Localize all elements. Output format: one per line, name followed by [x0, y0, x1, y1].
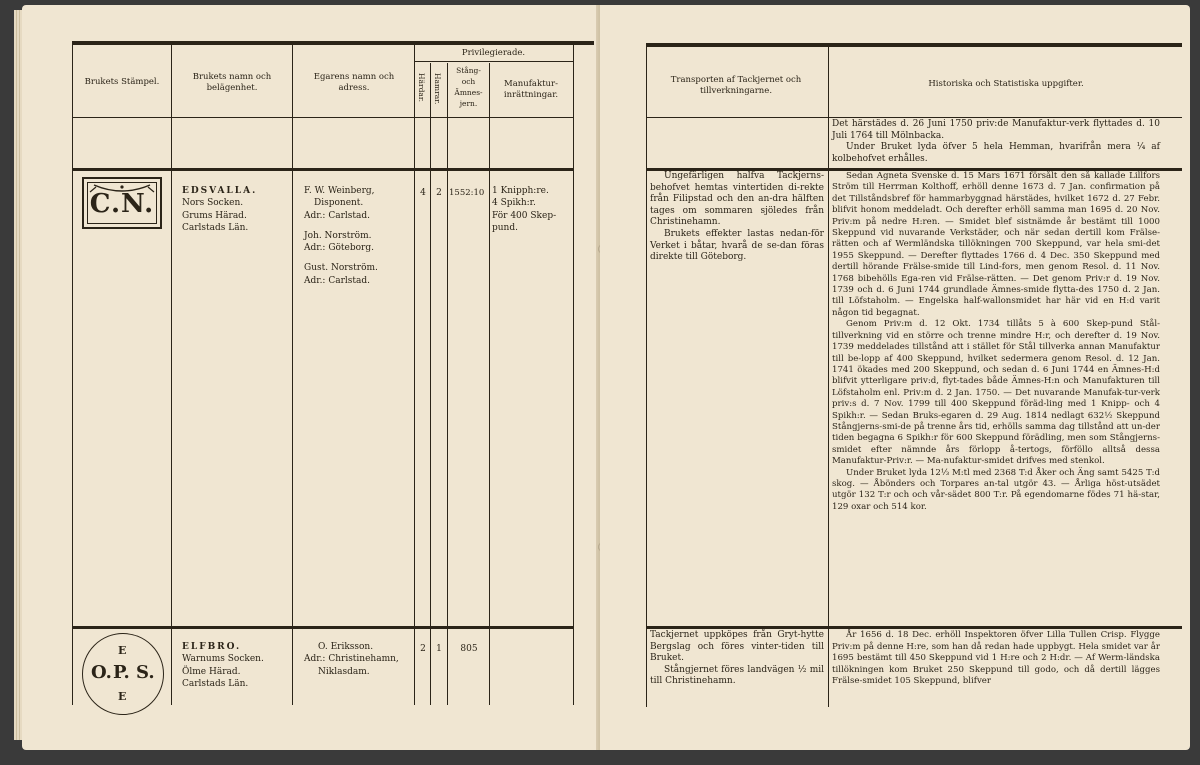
- transport-paragraph: Ungefärligen halfva Tackjerns-behofvet hemtas vintertiden di-rekte från Filipstad och den an-dra hälften tages om sommaren sjöledes från Christinehamn.: [650, 171, 824, 228]
- row2-owner-line: Adr.: Christinehamn,: [304, 654, 399, 665]
- row1-name-title: EDSVALLA.: [182, 186, 258, 196]
- row1-owner-line: Adr.: Göteborg.: [304, 243, 374, 254]
- header-name: Brukets namn och belägenhet.: [192, 72, 272, 93]
- row2-bars: 805: [460, 644, 478, 654]
- row2-name-title: ELFBRO.: [182, 642, 242, 652]
- row2-owner: [304, 641, 412, 678]
- row1-name-county: Carlstads Län.: [182, 222, 249, 233]
- history-paragraph: Under Bruket lyda öfver 5 hela Hemman, hvarifrån mera ¼ af kolbehofvet erhålles.: [832, 142, 1160, 164]
- row1-hammers: 2: [436, 188, 442, 198]
- row2-owner-line: Niklasdam.: [318, 666, 370, 677]
- row1-owner-line: Gust. Norström.: [304, 263, 378, 274]
- header-owner: Egarens namn och adress.: [313, 72, 395, 93]
- row1-name: [182, 185, 290, 234]
- stamp-ops-bottom: E: [118, 690, 127, 703]
- row1-manufacture-line: 4 Spikh:r.: [492, 198, 536, 209]
- header-hammers: Hamrar.: [433, 73, 442, 105]
- row0-history: [832, 119, 1160, 165]
- header-bars: Stång- och Ämnes- jern.: [454, 66, 483, 108]
- row1-manufacture-line: För 400 Skep-: [492, 210, 557, 221]
- right-page: [600, 5, 1190, 750]
- row2-hammers: 1: [436, 644, 442, 654]
- left-table: [72, 41, 594, 705]
- stamp-ops-top: E: [118, 644, 127, 657]
- transport-paragraph: Stångjernet föres landvägen ½ mil till Christinehamn.: [650, 664, 824, 687]
- row1-transport: [650, 171, 824, 264]
- row1-name-district: Grums Härad.: [182, 210, 247, 221]
- row2-name-district: Ölme Härad.: [182, 666, 241, 677]
- header-history: Historiska och Statistiska uppgifter.: [928, 79, 1084, 89]
- row1-owner-line: Joh. Norström.: [304, 230, 372, 241]
- history-paragraph: Genom Priv:m d. 12 Okt. 1734 tillåts 5 à 600 Skep-pund Stål-tillverkning vid en större och trenne mindre H:r, och derefter d. 19 Nov. 1739 meddelades tillstånd att i stället för Stål tillverka annan Manufaktur till be-lopp af 400 Skeppund, hvilket sedermera genom Resol. d. 12 Jan. 1741 ökades med 200 Skeppund, och sedan d. 6 Juni 1744 en Ämnes-H:d blifvit ytterligare priv:d, flyt-tades både Ämnes-H:n och Manufakturen till Löfstaholm enl. Priv:m d. 2 Jan. 1750. — Det nuvarande Manufak-tur-verk priv:s d. 7 Nov. 1799 till 400 Skeppund föräd-ling med 1 Knipp- och 4 Spikh:r. — Sedan Bruks-egaren d. 29 Aug. 1814 nedlagt 632½ Skeppund Stångjerns-smi-de på trenne års tid, erhölls samma dag tillstånd att un-der tiden begagna 6 Spikh:r för 600 Skeppund förädling, men som Stångjerns-smidet efter nämnde års förlopp å-tertogs, förföllo alltså dessa Manufaktur-Priv:r. — Ma-nufaktur-smidet drifves med stenkol.: [832, 319, 1160, 467]
- row1-owner-line: Disponent.: [314, 198, 364, 209]
- row2-owner-line: O. Eriksson.: [318, 642, 374, 652]
- history-paragraph: År 1656 d. 18 Dec. erhöll Inspektoren öfver Lilla Tullen Crisp. Flygge Priv:m på denne H:re, som han då redan hade uppbygt. Hela smidet var år 1695 bestämt till 450 Skeppund vid 1 H:re och 2 H:dr. — Af Werm-ländska tillökningen kom Bruket 250 Skeppund till godo, och då dertill lägges Frälse-smidet 105 Skeppund, blifver: [832, 630, 1160, 687]
- row2-name-parish: Warnums Socken.: [182, 654, 264, 665]
- stamp-ops-right: S.: [136, 662, 155, 683]
- transport-paragraph: Brukets effekter lastas nedan-för Verket i båtar, hvarå de se-dan föras direkte till Göteborg.: [650, 228, 824, 263]
- row2-name-county: Carlstads Län.: [182, 678, 249, 689]
- stamp-ops-left: O.: [91, 662, 112, 683]
- left-page: [22, 5, 600, 750]
- history-paragraph: Under Bruket lyda 12⅓ M:tl med 2368 T:d Åker och Äng samt 5425 T:d skog. — Åbönders och Torpares an-tal utgör 43. — Årliga höst-utsädet utgör 132 T:r och och vår-sädet 800 T:r. På egendomarne födes 71 hä-star, 129 oxar och 514 kor.: [832, 467, 1160, 512]
- row2-transport: [650, 630, 824, 688]
- stamp-cn-text: C.N.: [89, 189, 155, 219]
- row1-history: [832, 171, 1160, 513]
- row1-manufacture-line: pund.: [492, 222, 518, 233]
- row1-owner-line: F. W. Weinberg,: [304, 186, 375, 196]
- stamp-cn: [82, 177, 162, 229]
- row2-name: [182, 641, 290, 690]
- history-paragraph: Det härstädes d. 26 Juni 1750 priv:de Manufaktur-verk flyttades d. 10 Juli 1764 till Mölnbacka.: [832, 119, 1160, 141]
- history-paragraph: Sedan Agneta Svenske d. 15 Mars 1671 försålt den så kallade Lillfors Ström till Herrman Kolthoff, erhöll denne 1673 d. 7 Jan. confirmation på det Tillståndsbref för hammarbyggnad härstädes, hvilket 1672 d. 27 Febr. blifvit honom meddeladt. Och derefter erhöll samma man 1695 d. 20 Nov. Priv:m på nedre H:ren. — Smidet blef sistnämde år bestämt till 1000 Skeppund vid nuvarande Verkstäder, och när sedan dertill kom Frälse-rätten och af Wermländska tillökningen 700 Skeppund, var hela smi-det 1955 Skeppund. — Derefter flyttades 1766 d. 4 Dec. 350 Skeppund med dertill hörande Frälse-smide till Lind-fors, men genom Resol. d. 11 Nov. 1768 bibehölls Egа-ren vid Frälse-rätten. — Det genom Priv:r d. 19 Nov. 1739 och d. 6 Juni 1744 grundlade Ämnes-smide flytta-des 1750 d. 2 Jan. till Löfstaholm. — Engelska half-wallonsmidet har här vid en H:d varit någon tid begagnat.: [832, 171, 1160, 318]
- right-table: [646, 43, 1182, 707]
- row1-hearths: 4: [420, 188, 426, 198]
- header-transport: Transporten af Tackjernet och tillverkningarne.: [670, 75, 802, 96]
- header-manufacture: Manufaktur- inrättningar.: [503, 79, 559, 100]
- row1-manufacture-line: 1 Knipph:re.: [492, 186, 549, 196]
- row1-manufacture: [492, 185, 572, 234]
- row2-hearths: 2: [420, 644, 426, 654]
- row1-bars: 1552:10: [449, 188, 485, 198]
- stamp-ops: [82, 633, 164, 715]
- transport-paragraph: Tackjernet uppköpes från Gryt-hytte Bergslag och föres vinter-tiden till Bruket.: [650, 630, 824, 664]
- row1-name-parish: Nors Socken.: [182, 198, 244, 209]
- row1-owner-line: Adr.: Carlstad.: [304, 275, 370, 286]
- header-privileged: Privilegierade.: [461, 48, 526, 58]
- stamp-ops-middle: P.: [113, 662, 130, 683]
- header-hearths: Härdar.: [417, 73, 426, 103]
- row1-owner-line: Adr.: Carlstad.: [304, 210, 370, 221]
- header-stamp: Brukets Stämpel.: [84, 77, 160, 87]
- row1-owner: [304, 185, 412, 287]
- row2-history: [832, 630, 1160, 688]
